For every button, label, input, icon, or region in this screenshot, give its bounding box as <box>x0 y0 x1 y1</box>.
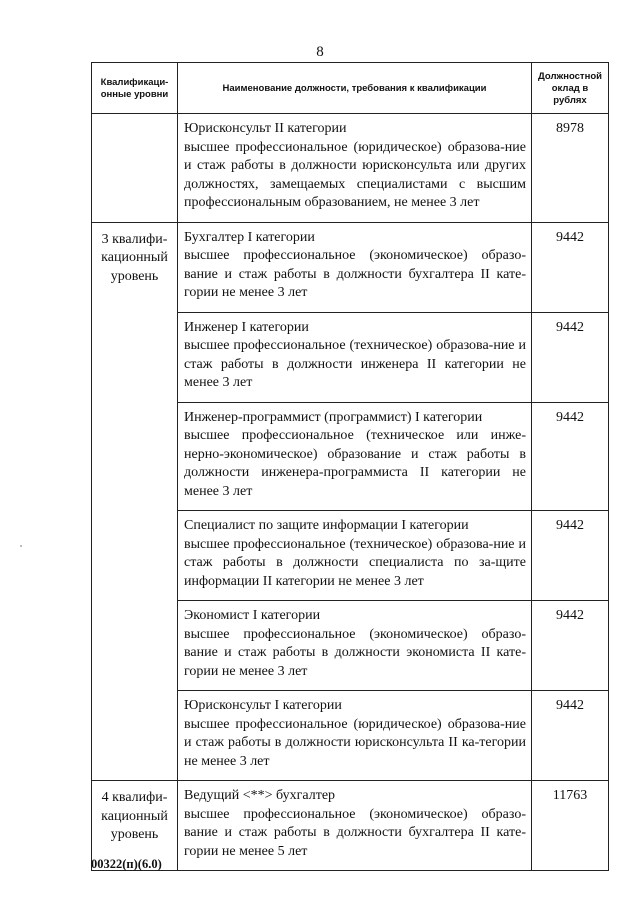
salary-cell <box>532 691 609 781</box>
position-description-cell <box>178 691 532 781</box>
header-position <box>178 63 532 114</box>
salary-cell <box>532 402 609 511</box>
table-body <box>92 114 609 871</box>
table-row <box>92 781 609 871</box>
table-header <box>92 63 609 114</box>
position-description-cell <box>178 781 532 871</box>
salary-value: 11763 <box>552 788 588 803</box>
position-title: Юрисконсульт I категории <box>184 698 342 713</box>
qualification-level-label: 3 квалифи- кационный уровень <box>101 231 168 284</box>
position-description-cell <box>178 222 532 312</box>
qualification-level-cell <box>92 222 178 781</box>
position-requirements: высшее профессиональное (техническое или инже-нерно-экономическое) образование и стаж работы в должности инженера-программиста II категории не менее 3 лет <box>184 428 526 499</box>
salary-value: 9442 <box>556 698 584 713</box>
position-title: Ведущий <**> бухгалтер <box>184 788 336 803</box>
header-row <box>92 63 609 114</box>
salary-value: 9442 <box>556 229 584 245</box>
position-title: Юрисконсульт II категории <box>184 121 347 136</box>
salary-value: 9442 <box>556 319 584 335</box>
header-level-label: Квалификаци- онные уровни <box>100 77 169 100</box>
salary-value: 9442 <box>556 518 584 533</box>
position-title: Инженер-программист (программист) I категории <box>184 409 483 425</box>
table-row <box>92 114 609 223</box>
salary-cell <box>532 312 609 402</box>
scan-artifact <box>20 545 22 547</box>
salary-cell <box>532 511 609 601</box>
position-title: Экономист I категории <box>184 608 321 623</box>
header-level <box>92 63 178 114</box>
position-title: Специалист по защите информации I категории <box>184 518 469 533</box>
qualification-table <box>91 62 609 871</box>
qualification-level-label: 4 квалифи- кационный уровень <box>101 790 168 842</box>
position-title: Бухгалтер I категории <box>184 229 315 245</box>
position-description-cell <box>178 511 532 601</box>
position-requirements: высшее профессиональное (юридическое) образова-ние и стаж работы в должности юрисконсульта или других должностях, замещаемых специалистами с высшим профессиональным образованием, не менее 3 лет <box>184 139 526 210</box>
document-code: 00322(п)(6.0) <box>91 857 162 871</box>
position-requirements: высшее профессиональное (экономическое) образо-вание и стаж работы в должности бухгалтера II кате-гории не менее 3 лет <box>184 248 526 300</box>
salary-cell <box>532 114 609 223</box>
header-salary-label: Должностной оклад в рублях <box>538 71 602 106</box>
salary-cell <box>532 601 609 691</box>
salary-value: 9442 <box>556 409 584 425</box>
position-requirements: высшее профессиональное (юридическое) образова-ние и стаж работы в должности юрисконсульта II ка-тегории не менее 3 лет <box>184 716 526 769</box>
position-description-cell <box>178 601 532 691</box>
position-description-cell <box>178 402 532 511</box>
position-requirements: высшее профессиональное (экономическое) образо-вание и стаж работы в должности экономиста II кате-гории не менее 3 лет <box>184 626 526 679</box>
position-requirements: высшее профессиональное (техническое) образова-ние и стаж работы в должности инженера II категории не менее 3 лет <box>184 338 526 390</box>
page-number: 8 <box>316 44 324 60</box>
salary-cell <box>532 222 609 312</box>
qualification-level-cell <box>92 114 178 223</box>
position-description-cell <box>178 312 532 402</box>
header-salary <box>532 63 609 114</box>
salary-value: 9442 <box>556 608 584 623</box>
table-row <box>92 222 609 312</box>
salary-cell <box>532 781 609 871</box>
salary-value: 8978 <box>556 121 584 136</box>
position-requirements: высшее профессиональное (техническое) образова-ние и стаж работы в должности специалиста по за-щите информации II категории не менее 3 лет <box>184 536 526 589</box>
position-title: Инженер I категории <box>184 319 309 335</box>
position-description-cell <box>178 114 532 223</box>
header-position-label: Наименование должности, требования к квалификации <box>222 83 487 94</box>
position-requirements: высшее профессиональное (экономическое) образо-вание и стаж работы в должности бухгалтера II кате-гории не менее 5 лет <box>184 806 526 859</box>
